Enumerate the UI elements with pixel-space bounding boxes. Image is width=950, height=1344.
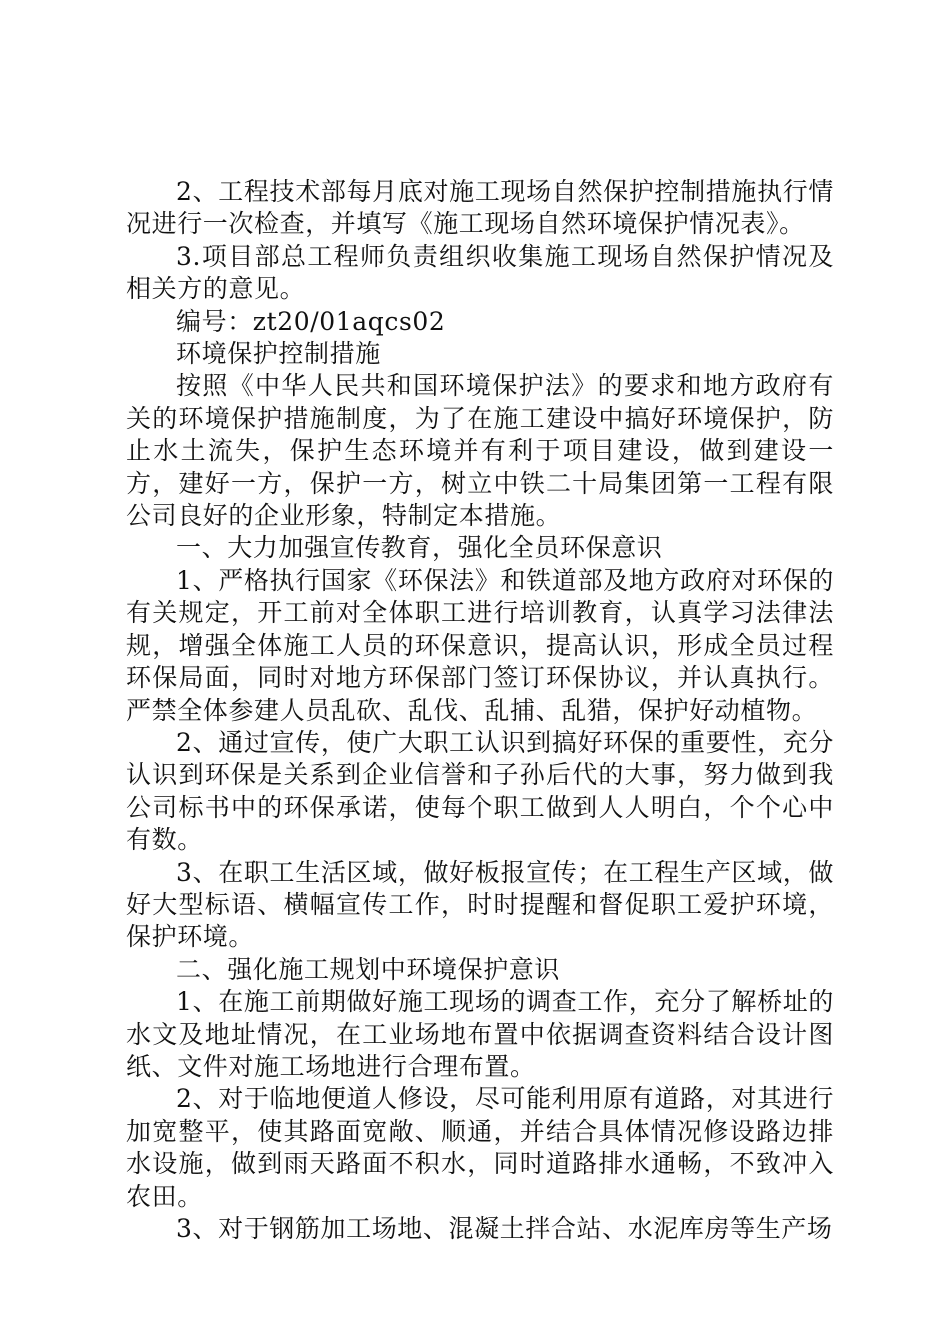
section-heading-1: 一、大力加强宣传教育，强化全员环保意识 (176, 533, 663, 563)
paragraph-introduction: 按照《中华人民共和国环境保护法》的要求和地方政府有关的环境保护措施制度，为了在施工建设中搞好环境保护，防止水土流失，保护生态环境并有利于项目建设，做到建设一方，建好一方，保护一方，树立中铁二十局集团第一工程有限公司良好的企业形象，特制定本措施。 (126, 371, 834, 531)
paragraph-1-3: 3、在职工生活区域，做好板报宣传；在工程生产区域，做好大型标语、横幅宣传工作，时时提醒和督促职工爱护环境，保护环境。 (126, 857, 834, 952)
paragraph-2-3: 3、对于钢筋加工场地、混凝土拌合站、水泥库房等生产场 (176, 1214, 833, 1243)
paragraph-chief-engineer: 3.项目部总工程师负责组织收集施工现场自然保护情况及相关方的意见。 (126, 241, 834, 304)
document-body (126, 176, 834, 1245)
paragraph-1-1: 1、严格执行国家《环保法》和铁道部及地方政府对环保的有关规定，开工前对全体职工进行培训教育，认真学习法律法规，增强全体施工人员的环保意识，提高认识，形成全员过程环保局面，同时对地方环保部门签订环保协议，并认真执行。严禁全体参建人员乱砍、乱伐、乱捕、乱猎，保护好动植物。 (126, 565, 834, 725)
section-heading-title: 环境保护控制措施 (176, 339, 381, 369)
paragraph-2-2: 2、对于临地便道人修设，尽可能利用原有道路，对其进行加宽整平，使其路面宽敞、顺通，并结合具体情况修设路边排水设施，做到雨天路面不积水，同时道路排水通畅，不致冲入农田。 (126, 1084, 834, 1211)
document-number: 编号：zt20/01aqcs02 (176, 306, 446, 336)
section-heading-2: 二、强化施工规划中环境保护意识 (176, 954, 561, 984)
paragraph-1-2: 2、通过宣传，使广大职工认识到搞好环保的重要性，充分认识到环保是关系到企业信誉和子孙后代的大事，努力做到我公司标书中的环保承诺，使每个职工做到人人明白，个个心中有数。 (126, 727, 834, 855)
paragraph-inspection: 2、工程技术部每月底对施工现场自然保护控制措施执行情况进行一次检查，并填写《施工现场自然环境保护情况表》。 (126, 177, 834, 239)
paragraph-2-1: 1、在施工前期做好施工现场的调查工作，充分了解桥址的水文及地址情况，在工业场地布置中依据调查资料结合设计图纸、文件对施工场地进行合理布置。 (126, 987, 834, 1081)
